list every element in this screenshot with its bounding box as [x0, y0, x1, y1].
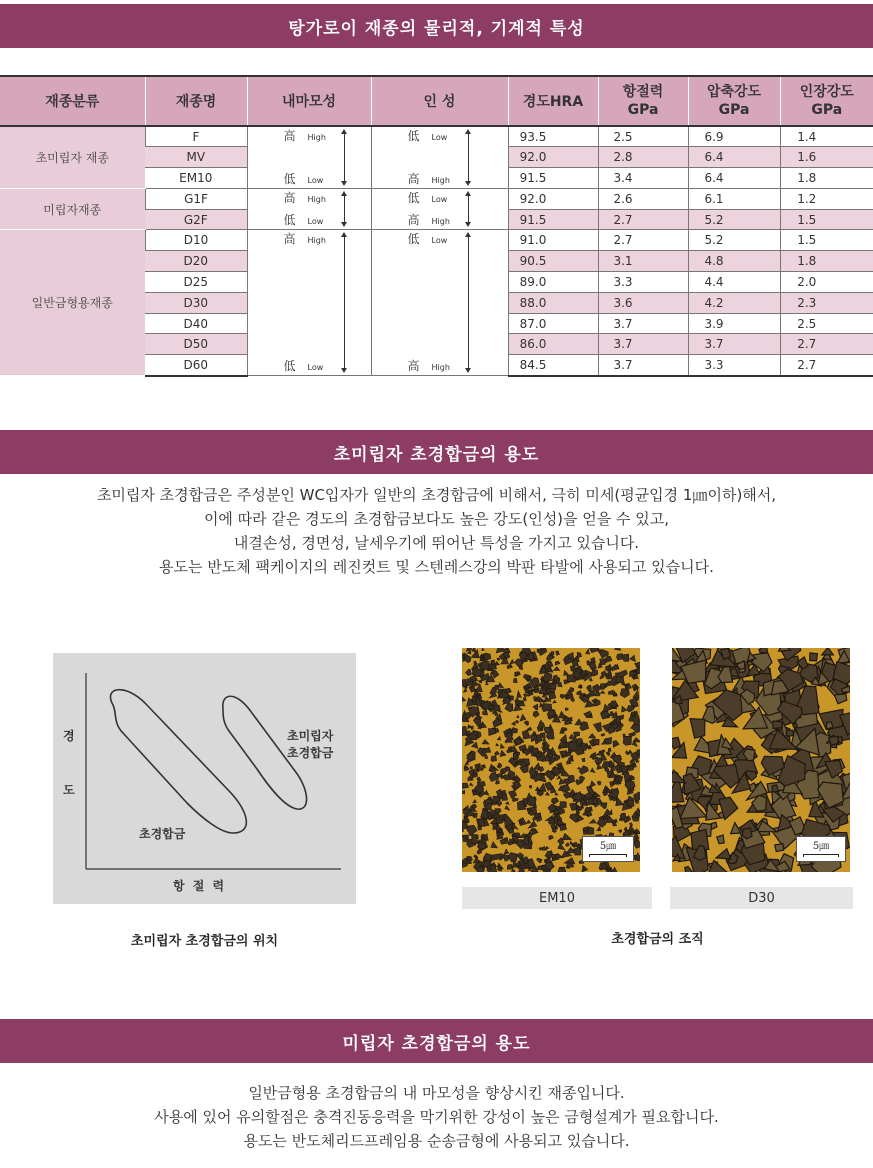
- arrow-head-icon: [465, 129, 471, 134]
- range-arrow-line: [344, 236, 345, 369]
- tensile-cell: 1.5: [780, 230, 873, 251]
- arrow-head-icon: [465, 191, 471, 196]
- y-axis-label-1: 경: [63, 729, 75, 743]
- diagram-svg: [53, 653, 356, 904]
- compressive-cell: 6.4: [688, 168, 780, 189]
- arrow-head-icon: [465, 368, 471, 373]
- cjk-text: 低: [283, 213, 296, 228]
- hardness-cell: 93.5: [508, 126, 598, 147]
- table-header-row: [0, 76, 873, 126]
- fine-description: [0, 1081, 873, 1153]
- toughness-range: [371, 188, 508, 230]
- grade-cell: EM10: [145, 168, 247, 189]
- range-indicator: [372, 230, 508, 375]
- range-arrow-line: [468, 195, 469, 224]
- compressive-cell: 5.2: [688, 230, 780, 251]
- grade-cell: F: [145, 126, 247, 147]
- tensile-cell: 2.5: [780, 313, 873, 334]
- range-arrow-line: [344, 195, 345, 224]
- compressive-cell: 4.8: [688, 251, 780, 272]
- low-label: [284, 170, 324, 187]
- low-label: [408, 127, 448, 144]
- text-line: 사용에 있어 유의할점은 충격진동응력을 막기위한 강성이 높은 금형설계가 필요합니다.: [154, 1108, 719, 1126]
- cjk-text: 高: [283, 129, 296, 143]
- tensile-cell: 2.0: [780, 272, 873, 293]
- section-banner-properties: [0, 4, 873, 48]
- trs-cell: 3.7: [598, 313, 688, 334]
- compressive-cell: 4.2: [688, 292, 780, 313]
- range-indicator: [372, 127, 508, 188]
- arrow-head-icon: [465, 181, 471, 186]
- header-wear: 내마모성: [247, 76, 371, 126]
- y-axis-label-2: 도: [63, 783, 75, 797]
- grade-cell: D50: [145, 334, 247, 355]
- en-text: Low: [431, 133, 448, 142]
- tensile-cell: 1.6: [780, 147, 873, 168]
- high-label: [408, 170, 450, 187]
- cjk-text: 高: [407, 171, 420, 186]
- arrow-head-icon: [341, 368, 347, 373]
- trs-cell: 2.6: [598, 188, 688, 209]
- hardness-cell: 89.0: [508, 272, 598, 293]
- grade-cell: G2F: [145, 209, 247, 230]
- header-trs: 항절력 GPa: [598, 76, 688, 126]
- range-indicator: [248, 230, 371, 375]
- en-text: High: [431, 175, 450, 185]
- scale-line: [589, 854, 627, 857]
- compressive-cell: 6.1: [688, 188, 780, 209]
- tensile-cell: 1.2: [780, 188, 873, 209]
- arrow-head-icon: [341, 222, 347, 227]
- tensile-cell: 2.7: [780, 355, 873, 376]
- grade-cell: G1F: [145, 188, 247, 209]
- text-line: 초미립자 초경합금은 주성분인 WC입자가 일반의 초경합금에 비해서, 극히 미세(평균입경 1㎛이하)해서,: [96, 486, 777, 504]
- hardness-cell: 87.0: [508, 313, 598, 334]
- cjk-text: 高: [283, 190, 296, 205]
- trs-cell: 2.7: [598, 209, 688, 230]
- grade-properties-table: [0, 75, 873, 377]
- low-label: [408, 230, 448, 247]
- cjk-text: 高: [407, 359, 420, 374]
- trs-cell: 2.8: [598, 147, 688, 168]
- trs-cell: 3.7: [598, 355, 688, 376]
- hardness-cell: 91.5: [508, 209, 598, 230]
- hardness-cell: 91.5: [508, 168, 598, 189]
- text-line: 내결손성, 경면성, 날세우기에 뛰어난 특성을 가지고 있습니다.: [233, 534, 640, 552]
- scale-text: 5㎛: [812, 841, 830, 852]
- micrograph-em10: [462, 648, 640, 872]
- ultrafine-label-2: 초경합금: [287, 746, 334, 760]
- tensile-cell: 1.5: [780, 209, 873, 230]
- compressive-cell: 3.9: [688, 313, 780, 334]
- hardness-cell: 86.0: [508, 334, 598, 355]
- micrograph-label-d30: D30: [670, 887, 853, 909]
- grade-cell: D25: [145, 272, 247, 293]
- trs-cell: 3.7: [598, 334, 688, 355]
- hardness-cell: 92.0: [508, 147, 598, 168]
- scale-text: 5㎛: [599, 841, 617, 852]
- en-text: High: [307, 133, 326, 142]
- text-line: 용도는 반도체리드프레임용 순송금형에 사용되고 있습니다.: [243, 1132, 630, 1150]
- en-text: Low: [307, 217, 324, 227]
- compressive-cell: 6.9: [688, 126, 780, 147]
- cjk-text: 高: [407, 213, 420, 228]
- arrow-head-icon: [341, 129, 347, 134]
- compressive-cell: 5.2: [688, 209, 780, 230]
- compressive-cell: 3.3: [688, 355, 780, 376]
- high-label: [284, 127, 326, 144]
- section-banner-ultrafine: [0, 430, 873, 474]
- normal-carbide-label: 초경합금: [139, 827, 186, 841]
- grade-cell: D40: [145, 313, 247, 334]
- trs-cell: 3.6: [598, 292, 688, 313]
- micrograph-d30: [672, 648, 850, 872]
- hardness-cell: 91.0: [508, 230, 598, 251]
- high-label: [408, 357, 450, 374]
- section-title: 초미립자 초경합금의 용도: [333, 444, 540, 465]
- en-text: High: [307, 236, 326, 246]
- wear-resistance-range: [247, 126, 371, 188]
- range-arrow-line: [468, 236, 469, 369]
- en-text: High: [431, 217, 450, 227]
- header-hardness: 경도HRA: [508, 76, 598, 126]
- arrow-head-icon: [465, 222, 471, 227]
- cjk-text: 低: [283, 171, 296, 186]
- trs-cell: 3.4: [598, 168, 688, 189]
- x-axis-label: 항 절 력: [173, 879, 227, 893]
- table-row: [0, 126, 873, 147]
- text-line: 용도는 반도체 팩케이지의 레진컷트 및 스텐레스강의 박판 타발에 사용되고 있습니다.: [159, 558, 714, 576]
- range-indicator: [372, 189, 508, 230]
- scale-bar: [582, 836, 634, 862]
- cjk-text: 高: [283, 232, 296, 247]
- range-arrow-line: [468, 133, 469, 182]
- compressive-cell: 4.4: [688, 272, 780, 293]
- cjk-text: 低: [283, 359, 296, 374]
- category-cell: 일반금형용재종: [0, 230, 145, 376]
- en-text: High: [431, 363, 450, 373]
- range-indicator: [248, 127, 371, 188]
- low-label: [284, 211, 324, 228]
- ultrafine-description: [0, 483, 873, 579]
- low-label: [284, 357, 324, 374]
- grade-cell: D30: [145, 292, 247, 313]
- toughness-range: [371, 126, 508, 188]
- header-category: 재종분류: [0, 76, 145, 126]
- normal-carbide-region: [111, 690, 247, 833]
- en-text: Low: [431, 194, 448, 204]
- trs-cell: 2.5: [598, 126, 688, 147]
- range-arrow-line: [344, 133, 345, 182]
- compressive-cell: 3.7: [688, 334, 780, 355]
- wear-resistance-range: [247, 188, 371, 230]
- header-grade: 재종명: [145, 76, 247, 126]
- en-text: Low: [307, 175, 324, 185]
- grade-cell: D60: [145, 355, 247, 376]
- high-label: [284, 189, 326, 206]
- header-toughness: 인 성: [371, 76, 508, 126]
- cjk-text: 低: [407, 190, 420, 205]
- grade-cell: MV: [145, 147, 247, 168]
- arrow-head-icon: [465, 232, 471, 237]
- hardness-cell: 92.0: [508, 188, 598, 209]
- category-cell: 초미립자 재종: [0, 126, 145, 188]
- section-banner-fine: [0, 1019, 873, 1063]
- micrograph-label-em10: EM10: [462, 887, 652, 909]
- high-label: [284, 230, 326, 247]
- category-cell: 미립자재종: [0, 188, 145, 230]
- tensile-cell: 1.8: [780, 168, 873, 189]
- header-compressive: 압축강도 GPa: [688, 76, 780, 126]
- high-label: [408, 211, 450, 228]
- arrow-head-icon: [341, 232, 347, 237]
- wear-resistance-range: [247, 230, 371, 376]
- table-row: [0, 188, 873, 209]
- compressive-cell: 6.4: [688, 147, 780, 168]
- position-diagram: [53, 653, 356, 904]
- grade-cell: D10: [145, 230, 247, 251]
- hardness-cell: 88.0: [508, 292, 598, 313]
- en-text: High: [307, 194, 326, 204]
- table-row: [0, 230, 873, 251]
- hardness-cell: 90.5: [508, 251, 598, 272]
- trs-cell: 2.7: [598, 230, 688, 251]
- tensile-cell: 2.7: [780, 334, 873, 355]
- grade-cell: D20: [145, 251, 247, 272]
- section-title: 탕가로이 재종의 물리적, 기계적 특성: [288, 18, 585, 39]
- scale-bar: [796, 836, 846, 862]
- en-text: Low: [431, 236, 448, 246]
- tensile-cell: 2.3: [780, 292, 873, 313]
- ultrafine-label-1: 초미립자: [287, 729, 334, 743]
- tensile-cell: 1.8: [780, 251, 873, 272]
- trs-cell: 3.3: [598, 272, 688, 293]
- tensile-cell: 1.4: [780, 126, 873, 147]
- cjk-text: 低: [407, 129, 420, 143]
- hardness-cell: 84.5: [508, 355, 598, 376]
- arrow-head-icon: [341, 181, 347, 186]
- micrograph-caption: 초경합금의 조직: [611, 932, 704, 947]
- text-line: 일반금형용 초경합금의 내 마모성을 향상시킨 재종입니다.: [248, 1084, 625, 1102]
- range-indicator: [248, 189, 371, 230]
- arrow-head-icon: [341, 191, 347, 196]
- en-text: Low: [307, 363, 324, 373]
- low-label: [408, 189, 448, 206]
- text-line: 이에 따라 같은 경도의 초경합금보다도 높은 강도(인성)을 얻을 수 있고,: [203, 510, 670, 528]
- diagram-caption: 초미립자 초경합금의 위치: [130, 934, 279, 949]
- toughness-range: [371, 230, 508, 376]
- scale-line: [803, 854, 839, 857]
- trs-cell: 3.1: [598, 251, 688, 272]
- header-tensile: 인장강도 GPa: [780, 76, 873, 126]
- cjk-text: 低: [407, 232, 420, 247]
- section-title: 미립자 초경합금의 용도: [342, 1033, 531, 1054]
